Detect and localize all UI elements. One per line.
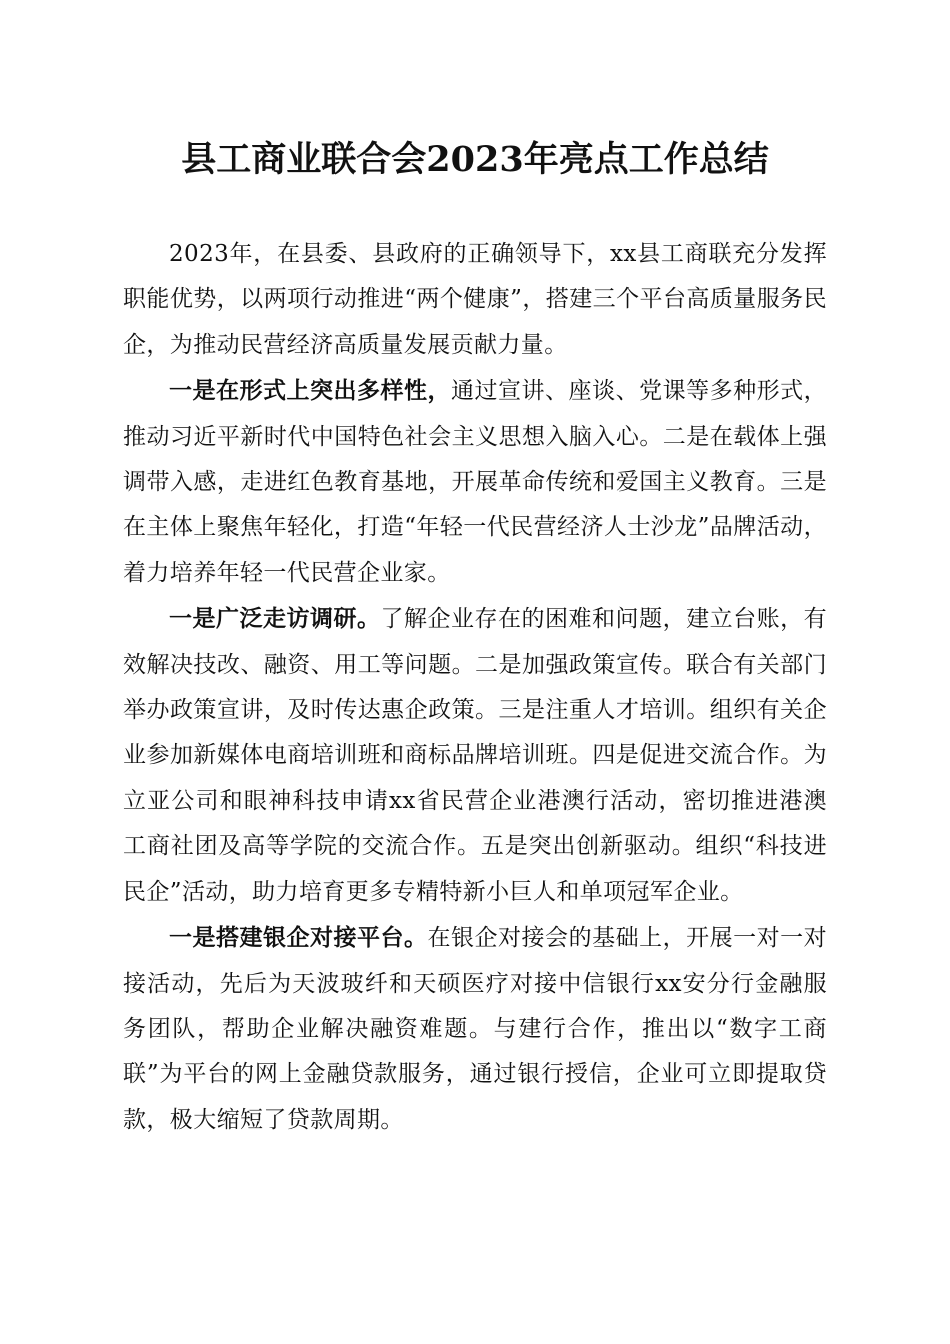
paragraph-lead: 一是在形式上突出多样性， xyxy=(169,377,452,405)
paragraph-lead: 一是搭建银企对接平台。 xyxy=(169,924,428,952)
paragraph-text: 在银企对接会的基础上，开展一对一对接活动，先后为天波玻纤和天硕医疗对接中信银行xx安分行金融服务团队，帮助企业解决融资难题。与建行合作，推出以“数字工商联”为平台的网上金融贷款服务，通过银行授信，企业可立即提取贷款，极大缩短了贷款周期。 xyxy=(123,925,827,1133)
paragraph-enterprise-service xyxy=(123,596,827,915)
document-body xyxy=(123,231,827,1143)
paragraph-theory-study xyxy=(123,368,827,596)
paragraph-text: 通过宣讲、座谈、党课等多种形式，推动习近平新时代中国特色社会主义思想入脑入心。二是在载体上强调带入感，走进红色教育基地，开展革命传统和爱国主义教育。三是在主体上聚焦年轻化，打造“年轻一代民营经济人士沙龙”品牌活动，着力培养年轻一代民营企业家。 xyxy=(123,378,827,586)
paragraph-text: 了解企业存在的困难和问题，建立台账，有效解决技改、融资、用工等问题。二是加强政策宣传。联合有关部门举办政策宣讲，及时传达惠企政策。三是注重人才培训。组织有关企业参加新媒体电商培训班和商标品牌培训班。四是促进交流合作。为立亚公司和眼神科技申请xx省民营企业港澳行活动，密切推进港澳工商社团及高等学院的交流合作。五是突出创新驱动。组织“科技进民企”活动，助力培育更多专精特新小巨人和单项冠军企业。 xyxy=(123,606,827,905)
paragraph-text: 2023年，在县委、县政府的正确领导下，xx县工商联充分发挥职能优势，以两项行动推进“两个健康”，搭建三个平台高质量服务民企，为推动民营经济高质量发展贡献力量。 xyxy=(123,241,827,358)
paragraph-finance-platform xyxy=(123,915,827,1143)
paragraph-intro xyxy=(123,231,827,368)
document-title: 县工商业联合会2023年亮点工作总结 xyxy=(181,139,769,180)
paragraph-lead: 一是广泛走访调研。 xyxy=(169,605,381,633)
